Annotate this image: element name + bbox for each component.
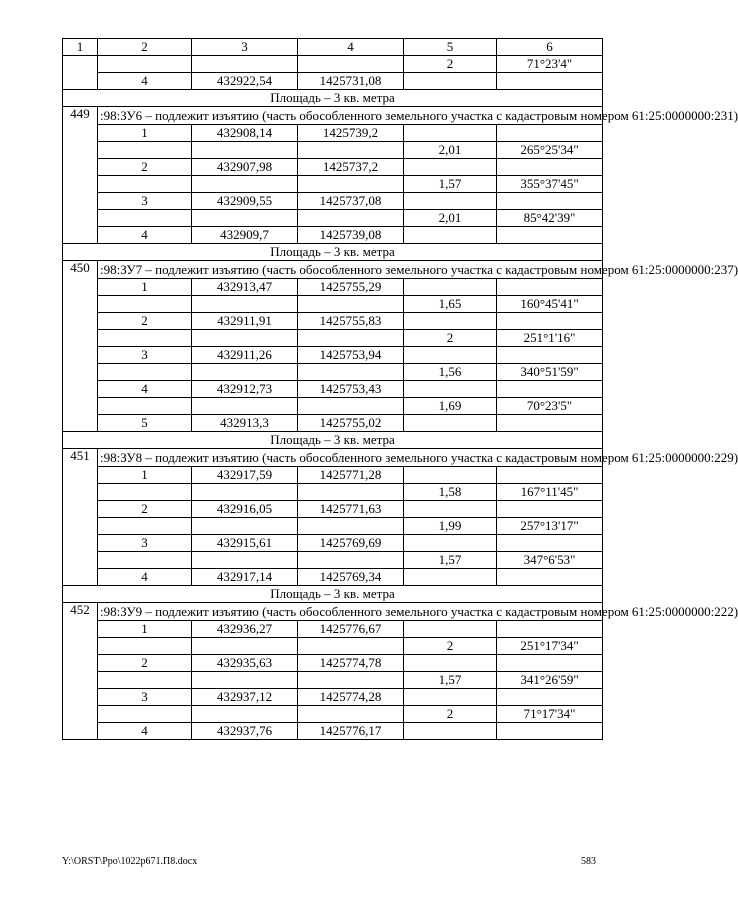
point-number-cell xyxy=(98,398,192,415)
y-coordinate-cell xyxy=(298,296,404,313)
point-number-cell: 4 xyxy=(98,227,192,244)
point-number-cell: 4 xyxy=(98,569,192,586)
x-coordinate-cell: 432911,91 xyxy=(192,313,298,330)
distance-cell xyxy=(404,193,497,210)
x-coordinate-cell: 432916,05 xyxy=(192,501,298,518)
area-row xyxy=(63,90,603,107)
area-cell: Площадь – 3 кв. метра xyxy=(63,244,603,261)
area-row xyxy=(63,586,603,603)
point-number-cell xyxy=(98,484,192,501)
point-number-cell: 1 xyxy=(98,279,192,296)
header-cell: 3 xyxy=(192,39,298,56)
direction-angle-cell: 347°6'53" xyxy=(497,552,603,569)
x-coordinate-cell xyxy=(192,176,298,193)
distance-cell: 2 xyxy=(404,330,497,347)
table-row xyxy=(63,142,603,159)
distance-cell xyxy=(404,621,497,638)
y-coordinate-cell: 1425771,63 xyxy=(298,501,404,518)
table-row xyxy=(63,330,603,347)
table-row xyxy=(63,415,603,432)
distance-cell xyxy=(404,689,497,706)
parcel-title-cell: :98:ЗУ8 – подлежит изъятию (часть обособленного земельного участка с кадастровым номером 61:25:0000000:229) xyxy=(98,449,603,467)
point-number-cell: 2 xyxy=(98,313,192,330)
point-number-cell xyxy=(98,364,192,381)
x-coordinate-cell: 432908,14 xyxy=(192,125,298,142)
y-coordinate-cell: 1425776,67 xyxy=(298,621,404,638)
distance-cell: 1,57 xyxy=(404,552,497,569)
block-title-row xyxy=(63,107,603,125)
y-coordinate-cell: 1425737,2 xyxy=(298,159,404,176)
distance-cell xyxy=(404,569,497,586)
y-coordinate-cell: 1425755,83 xyxy=(298,313,404,330)
coordinates-table-body xyxy=(63,38,738,740)
point-number-cell: 3 xyxy=(98,347,192,364)
direction-angle-cell xyxy=(497,415,603,432)
point-number-cell xyxy=(98,518,192,535)
table-row xyxy=(63,381,603,398)
x-coordinate-cell: 432911,26 xyxy=(192,347,298,364)
distance-cell: 1,65 xyxy=(404,296,497,313)
distance-cell xyxy=(404,347,497,364)
x-coordinate-cell xyxy=(192,142,298,159)
table-row xyxy=(63,706,603,723)
x-coordinate-cell xyxy=(192,552,298,569)
direction-angle-cell: 167°11'45" xyxy=(497,484,603,501)
x-coordinate-cell xyxy=(192,56,298,73)
x-coordinate-cell xyxy=(192,484,298,501)
direction-angle-cell xyxy=(497,621,603,638)
x-coordinate-cell: 432909,55 xyxy=(192,193,298,210)
table-row xyxy=(63,73,603,90)
x-coordinate-cell: 432922,54 xyxy=(192,73,298,90)
point-number-cell: 4 xyxy=(98,381,192,398)
table-row xyxy=(63,689,603,706)
table-row xyxy=(63,296,603,313)
distance-cell: 1,58 xyxy=(404,484,497,501)
point-number-cell: 1 xyxy=(98,621,192,638)
point-number-cell xyxy=(98,672,192,689)
point-number-cell xyxy=(98,638,192,655)
direction-angle-cell xyxy=(497,501,603,518)
x-coordinate-cell xyxy=(192,398,298,415)
x-coordinate-cell xyxy=(192,210,298,227)
table-row xyxy=(63,655,603,672)
x-coordinate-cell xyxy=(192,296,298,313)
area-cell: Площадь – 3 кв. метра xyxy=(63,586,603,603)
direction-angle-cell xyxy=(497,159,603,176)
y-coordinate-cell xyxy=(298,638,404,655)
point-number-cell: 3 xyxy=(98,535,192,552)
table-row xyxy=(63,159,603,176)
direction-angle-cell xyxy=(497,381,603,398)
x-coordinate-cell: 432913,47 xyxy=(192,279,298,296)
table-row xyxy=(63,313,603,330)
distance-cell: 1,69 xyxy=(404,398,497,415)
y-coordinate-cell xyxy=(298,210,404,227)
x-coordinate-cell: 432913,3 xyxy=(192,415,298,432)
x-coordinate-cell xyxy=(192,638,298,655)
table-row xyxy=(63,125,603,142)
y-coordinate-cell xyxy=(298,330,404,347)
direction-angle-cell xyxy=(497,689,603,706)
point-number-cell xyxy=(98,56,192,73)
table-row xyxy=(63,56,603,73)
direction-angle-cell xyxy=(497,125,603,142)
direction-angle-cell xyxy=(497,569,603,586)
distance-cell xyxy=(404,655,497,672)
distance-cell: 1,56 xyxy=(404,364,497,381)
header-cell: 1 xyxy=(63,39,98,56)
direction-angle-cell xyxy=(497,535,603,552)
direction-angle-cell: 340°51'59" xyxy=(497,364,603,381)
parcel-title-cell: :98:ЗУ9 – подлежит изъятию (часть обособленного земельного участка с кадастровым номером 61:25:0000000:222) xyxy=(98,603,603,621)
direction-angle-cell xyxy=(497,193,603,210)
distance-cell xyxy=(404,501,497,518)
distance-cell xyxy=(404,279,497,296)
direction-angle-cell: 251°1'16" xyxy=(497,330,603,347)
y-coordinate-cell xyxy=(298,398,404,415)
y-coordinate-cell xyxy=(298,176,404,193)
point-number-cell: 3 xyxy=(98,193,192,210)
table-row xyxy=(63,672,603,689)
point-number-cell: 5 xyxy=(98,415,192,432)
y-coordinate-cell: 1425774,28 xyxy=(298,689,404,706)
y-coordinate-cell: 1425739,08 xyxy=(298,227,404,244)
distance-cell: 2,01 xyxy=(404,142,497,159)
table-row xyxy=(63,176,603,193)
point-number-cell xyxy=(98,296,192,313)
point-number-cell: 4 xyxy=(98,73,192,90)
distance-cell xyxy=(404,73,497,90)
direction-angle-cell xyxy=(497,347,603,364)
direction-angle-cell xyxy=(497,73,603,90)
x-coordinate-cell: 432937,76 xyxy=(192,723,298,740)
direction-angle-cell xyxy=(497,279,603,296)
distance-cell xyxy=(404,125,497,142)
x-coordinate-cell: 432937,12 xyxy=(192,689,298,706)
distance-cell xyxy=(404,227,497,244)
point-number-cell: 1 xyxy=(98,125,192,142)
point-number-cell xyxy=(98,706,192,723)
item-number-cell xyxy=(63,56,98,90)
direction-angle-cell: 257°13'17" xyxy=(497,518,603,535)
distance-cell: 1,57 xyxy=(404,176,497,193)
table-row xyxy=(63,638,603,655)
coordinates-table xyxy=(62,38,738,740)
direction-angle-cell: 355°37'45" xyxy=(497,176,603,193)
block-title-row xyxy=(63,603,603,621)
x-coordinate-cell xyxy=(192,364,298,381)
table-row xyxy=(63,484,603,501)
block-title-row xyxy=(63,449,603,467)
direction-angle-cell: 71°17'34" xyxy=(497,706,603,723)
y-coordinate-cell: 1425769,34 xyxy=(298,569,404,586)
table-row xyxy=(63,279,603,296)
table-row xyxy=(63,569,603,586)
area-row xyxy=(63,432,603,449)
direction-angle-cell: 160°45'41" xyxy=(497,296,603,313)
point-number-cell: 2 xyxy=(98,501,192,518)
point-number-cell xyxy=(98,330,192,347)
y-coordinate-cell: 1425771,28 xyxy=(298,467,404,484)
item-number-cell: 452 xyxy=(63,603,98,740)
y-coordinate-cell: 1425737,08 xyxy=(298,193,404,210)
y-coordinate-cell: 1425753,94 xyxy=(298,347,404,364)
distance-cell xyxy=(404,535,497,552)
direction-angle-cell xyxy=(497,655,603,672)
x-coordinate-cell xyxy=(192,706,298,723)
y-coordinate-cell xyxy=(298,518,404,535)
point-number-cell: 2 xyxy=(98,159,192,176)
item-number-cell: 449 xyxy=(63,107,98,244)
table-row xyxy=(63,210,603,227)
direction-angle-cell: 341°26'59" xyxy=(497,672,603,689)
direction-angle-cell: 85°42'39" xyxy=(497,210,603,227)
table-row xyxy=(63,501,603,518)
distance-cell xyxy=(404,381,497,398)
point-number-cell xyxy=(98,210,192,227)
y-coordinate-cell: 1425774,78 xyxy=(298,655,404,672)
distance-cell: 2,01 xyxy=(404,210,497,227)
table-row xyxy=(63,227,603,244)
point-number-cell xyxy=(98,176,192,193)
table-row xyxy=(63,518,603,535)
x-coordinate-cell: 432917,59 xyxy=(192,467,298,484)
block-title-row xyxy=(63,261,603,279)
y-coordinate-cell xyxy=(298,552,404,569)
table-row xyxy=(63,535,603,552)
y-coordinate-cell: 1425755,02 xyxy=(298,415,404,432)
y-coordinate-cell xyxy=(298,142,404,159)
table-row xyxy=(63,364,603,381)
table-row xyxy=(63,621,603,638)
distance-cell xyxy=(404,467,497,484)
direction-angle-cell: 251°17'34" xyxy=(497,638,603,655)
point-number-cell xyxy=(98,142,192,159)
area-row xyxy=(63,244,603,261)
x-coordinate-cell xyxy=(192,330,298,347)
header-cell: 4 xyxy=(298,39,404,56)
y-coordinate-cell xyxy=(298,706,404,723)
table-row xyxy=(63,467,603,484)
table-row xyxy=(63,193,603,210)
y-coordinate-cell xyxy=(298,56,404,73)
page-number: 583 xyxy=(581,856,596,867)
y-coordinate-cell: 1425769,69 xyxy=(298,535,404,552)
header-cell: 6 xyxy=(497,39,603,56)
table-row xyxy=(63,552,603,569)
x-coordinate-cell: 432912,73 xyxy=(192,381,298,398)
x-coordinate-cell: 432915,61 xyxy=(192,535,298,552)
item-number-cell: 450 xyxy=(63,261,98,432)
x-coordinate-cell: 432909,7 xyxy=(192,227,298,244)
x-coordinate-cell: 432935,63 xyxy=(192,655,298,672)
distance-cell xyxy=(404,159,497,176)
distance-cell: 2 xyxy=(404,638,497,655)
header-cell: 5 xyxy=(404,39,497,56)
direction-angle-cell: 71°23'4" xyxy=(497,56,603,73)
point-number-cell: 3 xyxy=(98,689,192,706)
point-number-cell: 1 xyxy=(98,467,192,484)
y-coordinate-cell: 1425739,2 xyxy=(298,125,404,142)
distance-cell xyxy=(404,313,497,330)
header-cell: 2 xyxy=(98,39,192,56)
table-row xyxy=(63,398,603,415)
point-number-cell: 2 xyxy=(98,655,192,672)
header-row xyxy=(63,39,603,56)
direction-angle-cell xyxy=(497,723,603,740)
distance-cell: 2 xyxy=(404,56,497,73)
direction-angle-cell xyxy=(497,227,603,244)
y-coordinate-cell xyxy=(298,484,404,501)
x-coordinate-cell: 432936,27 xyxy=(192,621,298,638)
footer-file-path: Y:\ORST\Ppo\1022p671.П8.docx xyxy=(62,856,198,867)
area-cell: Площадь – 3 кв. метра xyxy=(63,90,603,107)
point-number-cell: 4 xyxy=(98,723,192,740)
direction-angle-cell xyxy=(497,467,603,484)
distance-cell: 1,99 xyxy=(404,518,497,535)
point-number-cell xyxy=(98,552,192,569)
y-coordinate-cell: 1425731,08 xyxy=(298,73,404,90)
direction-angle-cell: 265°25'34" xyxy=(497,142,603,159)
parcel-title-cell: :98:ЗУ7 – подлежит изъятию (часть обособленного земельного участка с кадастровым номером 61:25:0000000:237) xyxy=(98,261,603,279)
y-coordinate-cell xyxy=(298,672,404,689)
y-coordinate-cell: 1425755,29 xyxy=(298,279,404,296)
distance-cell xyxy=(404,415,497,432)
area-cell: Площадь – 3 кв. метра xyxy=(63,432,603,449)
x-coordinate-cell xyxy=(192,518,298,535)
distance-cell xyxy=(404,723,497,740)
x-coordinate-cell xyxy=(192,672,298,689)
item-number-cell: 451 xyxy=(63,449,98,586)
table-row xyxy=(63,347,603,364)
y-coordinate-cell: 1425776,17 xyxy=(298,723,404,740)
x-coordinate-cell: 432917,14 xyxy=(192,569,298,586)
x-coordinate-cell: 432907,98 xyxy=(192,159,298,176)
y-coordinate-cell: 1425753,43 xyxy=(298,381,404,398)
distance-cell: 2 xyxy=(404,706,497,723)
direction-angle-cell: 70°23'5" xyxy=(497,398,603,415)
parcel-title-cell: :98:ЗУ6 – подлежит изъятию (часть обособленного земельного участка с кадастровым номером 61:25:0000000:231) xyxy=(98,107,603,125)
table-row xyxy=(63,723,603,740)
y-coordinate-cell xyxy=(298,364,404,381)
direction-angle-cell xyxy=(497,313,603,330)
distance-cell: 1,57 xyxy=(404,672,497,689)
